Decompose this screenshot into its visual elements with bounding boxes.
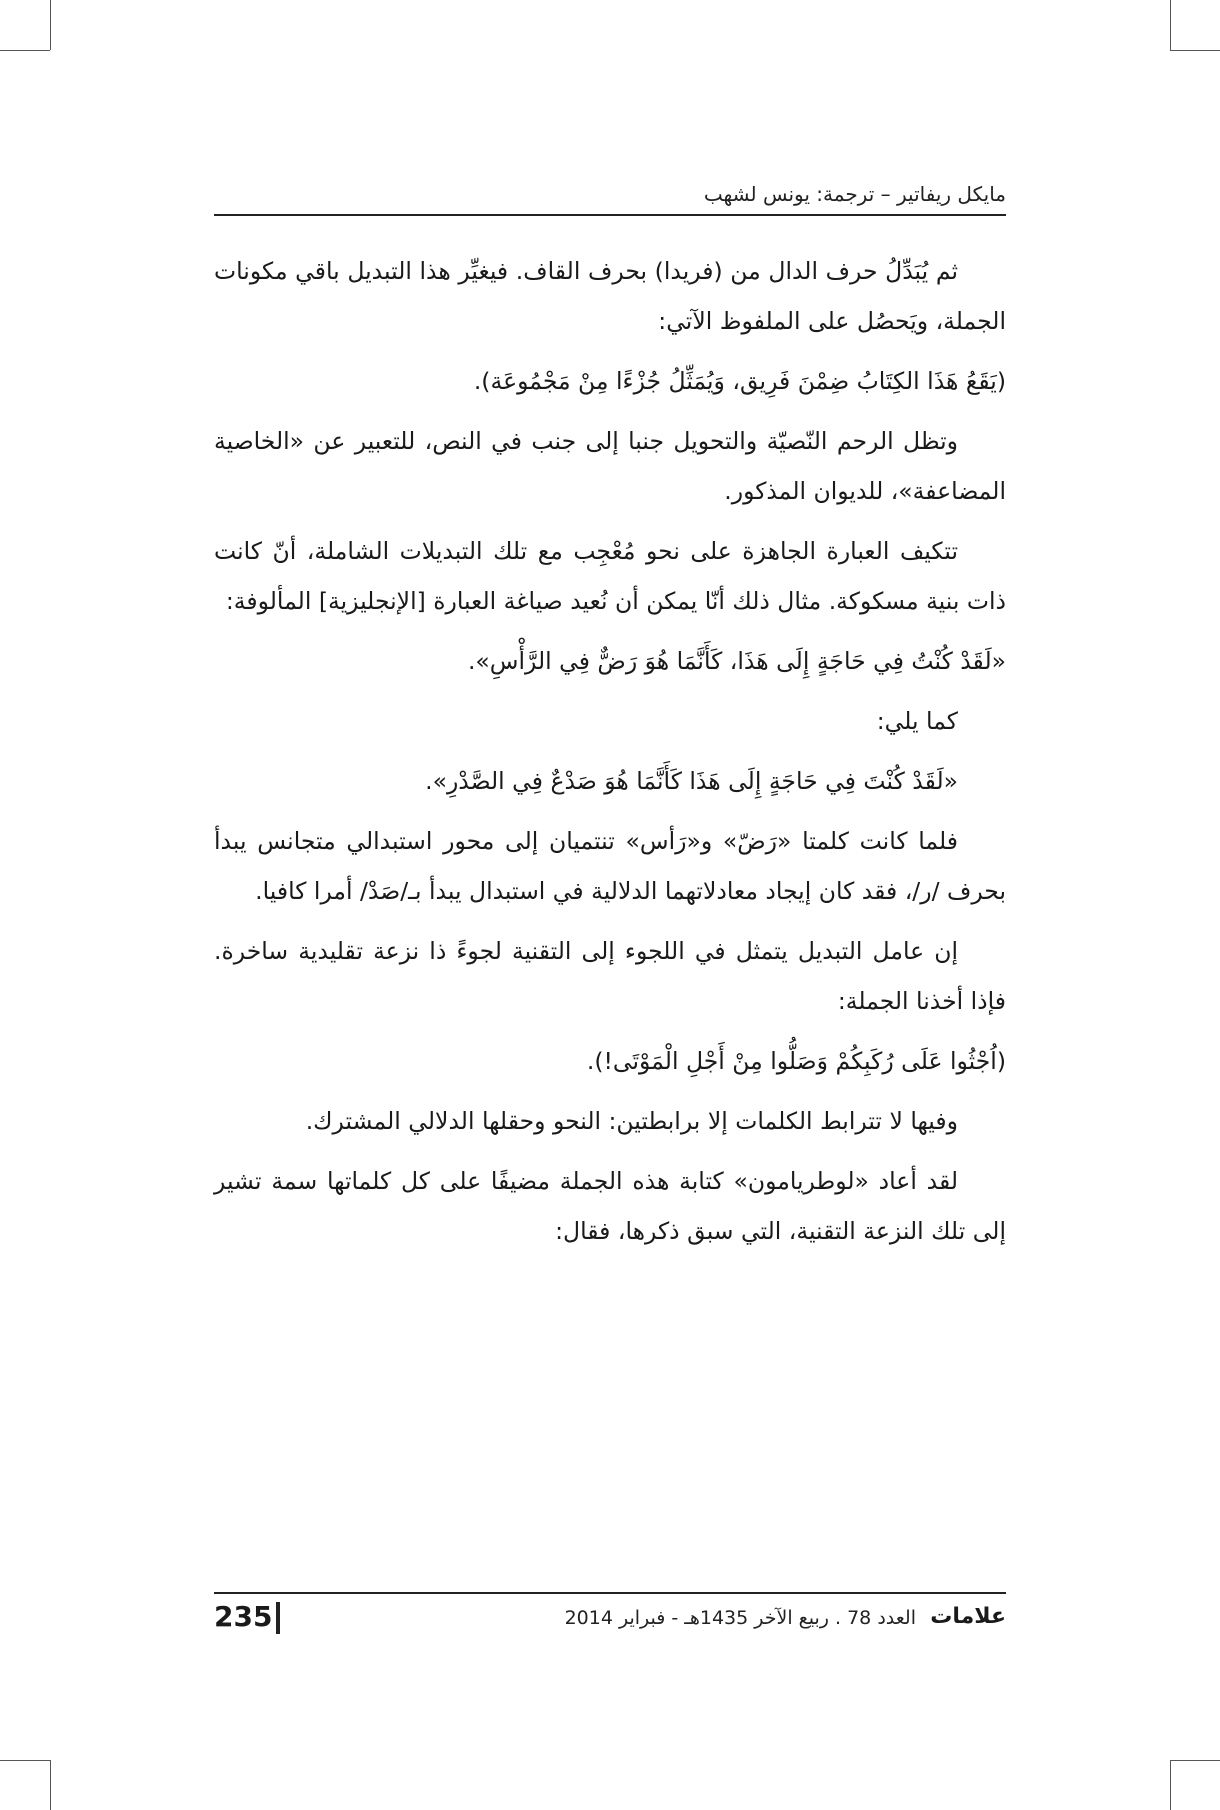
journal-logo: علامات — [930, 1604, 1006, 1629]
crop-mark — [0, 50, 50, 51]
crop-mark — [1170, 50, 1220, 51]
paragraph: كما يلي: — [876, 707, 958, 735]
crop-mark — [1170, 0, 1171, 50]
issue-info: العدد 78 . ربيع الآخر 1435هـ - فبراير 2014 — [564, 1607, 916, 1629]
paragraph: لقد أعاد «لوطريامون» كتابة هذه الجملة مضيفًا على كل كلماتها سمة تشير إلى تلك النزعة التقنية، التي سبق ذكرها، فقال: — [214, 1167, 1006, 1245]
page-number: 235 — [214, 1600, 273, 1633]
paragraph: وتظل الرحم النّصيّة والتحويل جنبا إلى جنب في النص، للتعبير عن «الخاصية المضاعفة»، للديوان المذكور. — [214, 427, 1006, 505]
quoted-sentence: «لَقَدْ كُنْتَ فِي حَاجَةٍ إِلَى هَذَا كَأَنَّمَا هُوَ صَدْعٌ فِي الصَّدْرِ». — [425, 767, 958, 795]
page-footer — [214, 1592, 1006, 1640]
paragraph: تتكيف العبارة الجاهزة على نحو مُعْجِب مع تلك التبديلات الشاملة، أنّ كانت ذات بنية مسكوكة. مثال ذلك أنّا يمكن أن نُعيد صياغة العبارة [الإنجليزية] المألوفة: — [214, 537, 1006, 615]
quoted-sentence: (اُجْثُوا عَلَى رُكَبِكُمْ وَصَلُّوا مِنْ أَجْلِ الْمَوْتَى!). — [586, 1047, 1006, 1075]
page-header — [214, 170, 1006, 216]
quoted-sentence: «لَقَدْ كُنْتُ فِي حَاجَةٍ إِلَى هَذَا، كَأَنَّمَا هُوَ رَضٌّ فِي الرَّأْسِ». — [467, 647, 1006, 675]
crop-mark — [50, 1760, 51, 1810]
paragraph: إن عامل التبديل يتمثل في اللجوء إلى التقنية لجوءً ذا نزعة تقليدية ساخرة. فإذا أخذنا الجملة: — [214, 937, 1006, 1015]
paragraph: وفيها لا تترابط الكلمات إلا برابطتين: النحو وحقلها الدلالي المشترك. — [305, 1107, 958, 1135]
crop-mark — [1170, 1760, 1220, 1761]
paragraph: ثم يُبَدِّلُ حرف الدال من (فريدا) بحرف القاف. فيغيِّر هذا التبديل باقي مكونات الجملة، ويَحصُل على الملفوظ الآتي: — [214, 257, 1006, 335]
running-title: مايكل ريفاتير – ترجمة: يونس لشهب — [703, 182, 1006, 206]
crop-mark — [1170, 1760, 1171, 1810]
quoted-sentence: (يَقَعُ هَذَا الكِتَابُ ضِمْنَ فَرِيق، وَيُمَثِّلُ جُزْءًا مِنْ مَجْمُوعَة). — [473, 367, 1006, 395]
article-body — [214, 246, 1006, 1546]
crop-mark — [50, 0, 51, 50]
footer-divider — [276, 1602, 280, 1634]
crop-mark — [0, 1760, 50, 1761]
paragraph: فلما كانت كلمتا «رَضّ» و«رَأس» تنتميان إلى محور استبدالي متجانس يبدأ بحرف /ر/، فقد كان إيجاد معادلاتهما الدلالية في استبدال يبدأ بـ/صَدْ/ أمرا كافيا. — [214, 827, 1006, 905]
